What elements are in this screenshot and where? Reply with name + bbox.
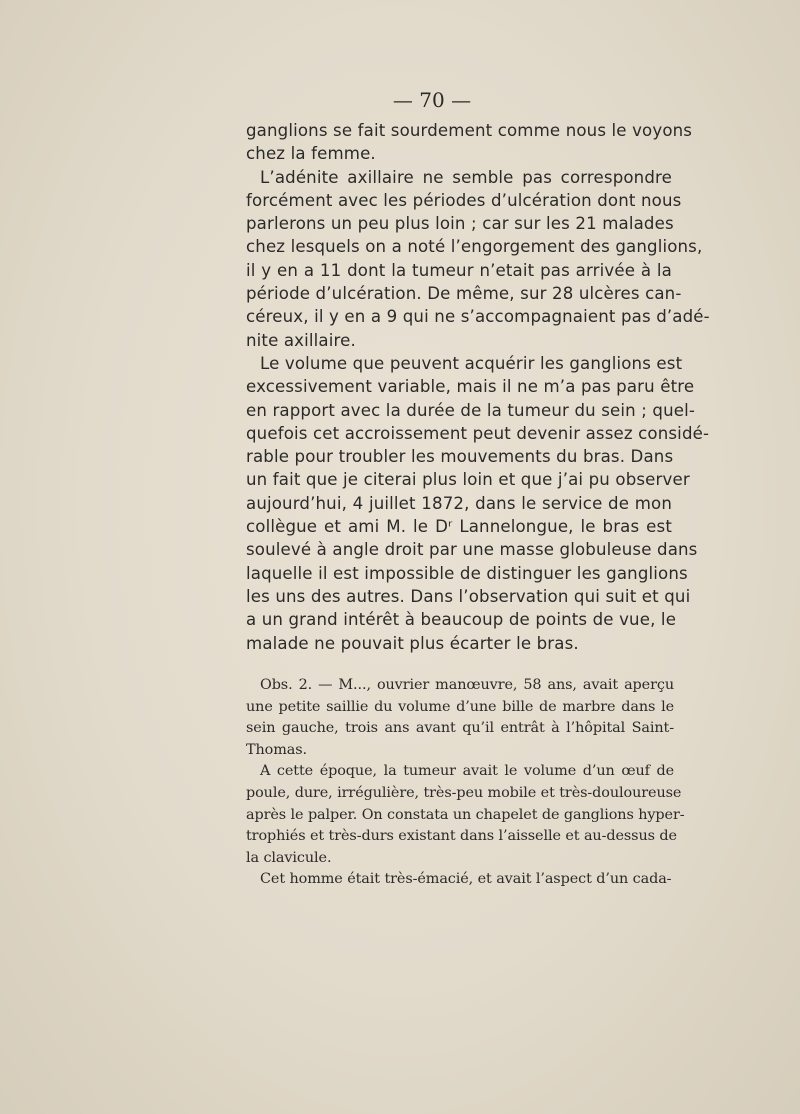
text-line: soulevé à angle droit par une masse globuleuse dans: [246, 540, 698, 560]
text-line: chez la femme.: [246, 144, 376, 164]
observation-line: Obs. 2. — M..., ouvrier manœuvre, 58 ans, avait aperçu: [260, 677, 674, 693]
text-line: nite axillaire.: [246, 330, 356, 350]
text-line: quefois cet accroissement peut devenir assez considé-: [246, 423, 710, 443]
text-line: ganglions se fait sourdement comme nous le voyons: [246, 121, 693, 140]
text-line: les uns des autres. Dans l’observation qui suit et qui: [246, 586, 691, 606]
text-line: un fait que je citerai plus loin et que j’ai pu observer: [246, 470, 690, 490]
text-line: Le volume que peuvent acquérir les ganglions est: [260, 353, 683, 373]
observation-line: après le palper. On constata un chapelet de ganglions hyper-: [246, 806, 685, 823]
text-line: chez lesquels on a noté l’engorgement des ganglions,: [246, 237, 703, 257]
text-line: rable pour troubler les mouvements du bras. Dans: [246, 447, 674, 467]
text-line: céreux, il y en a 9 qui ne s’accompagnaient pas d’adé-: [246, 307, 710, 327]
observation-line: la clavicule.: [246, 849, 332, 866]
observation-line: A cette époque, la tumeur avait le volume d’un œuf de: [260, 763, 674, 780]
text-line: en rapport avec la durée de la tumeur du sein ; quel-: [246, 400, 695, 420]
observation-text: [246, 675, 685, 891]
text-line: forcément avec les périodes d’ulcération dont nous: [246, 190, 682, 210]
body-text: [246, 119, 710, 655]
observation-line: une petite saillie du volume d’une bille de marbre dans le: [246, 698, 674, 715]
text-line: il y en a 11 dont la tumeur n’etait pas arrivée à la: [246, 260, 672, 280]
observation-line: sein gauche, trois ans avant qu’il entrât à l’hôpital Saint-: [246, 720, 674, 737]
observation-line: Cet homme était très-émacié, et avait l’aspect d’un cada-: [260, 871, 672, 888]
text-line: laquelle il est impossible de distinguer les ganglions: [246, 563, 688, 583]
observation-line: Thomas.: [246, 741, 308, 758]
text-line: L’adénite axillaire ne semble pas correspondre: [260, 167, 672, 187]
text-line: a un grand intérêt à beaucoup de points de vue, le: [246, 610, 677, 630]
text-line: excessivement variable, mais il ne m’a pas paru être: [246, 377, 695, 397]
text-line: malade ne pouvait plus écarter le bras.: [246, 633, 579, 653]
text-line: collègue et ami M. le Dʳ Lannelongue, le bras est: [246, 517, 672, 537]
text-line: aujourd’hui, 4 juillet 1872, dans le service de mon: [246, 493, 672, 513]
observation-line: trophiés et très-durs existant dans l’aisselle et au-dessus de: [246, 828, 677, 845]
text-line: période d’ulcération. De même, sur 28 ulcères can-: [246, 284, 682, 304]
page-number: [0, 88, 800, 112]
text-line: parlerons un peu plus loin ; car sur les 21 malades: [246, 214, 674, 234]
observation-line: poule, dure, irrégulière, très-peu mobile et très-douloureuse: [246, 784, 682, 801]
page-number-text: — 70 —: [392, 88, 472, 112]
